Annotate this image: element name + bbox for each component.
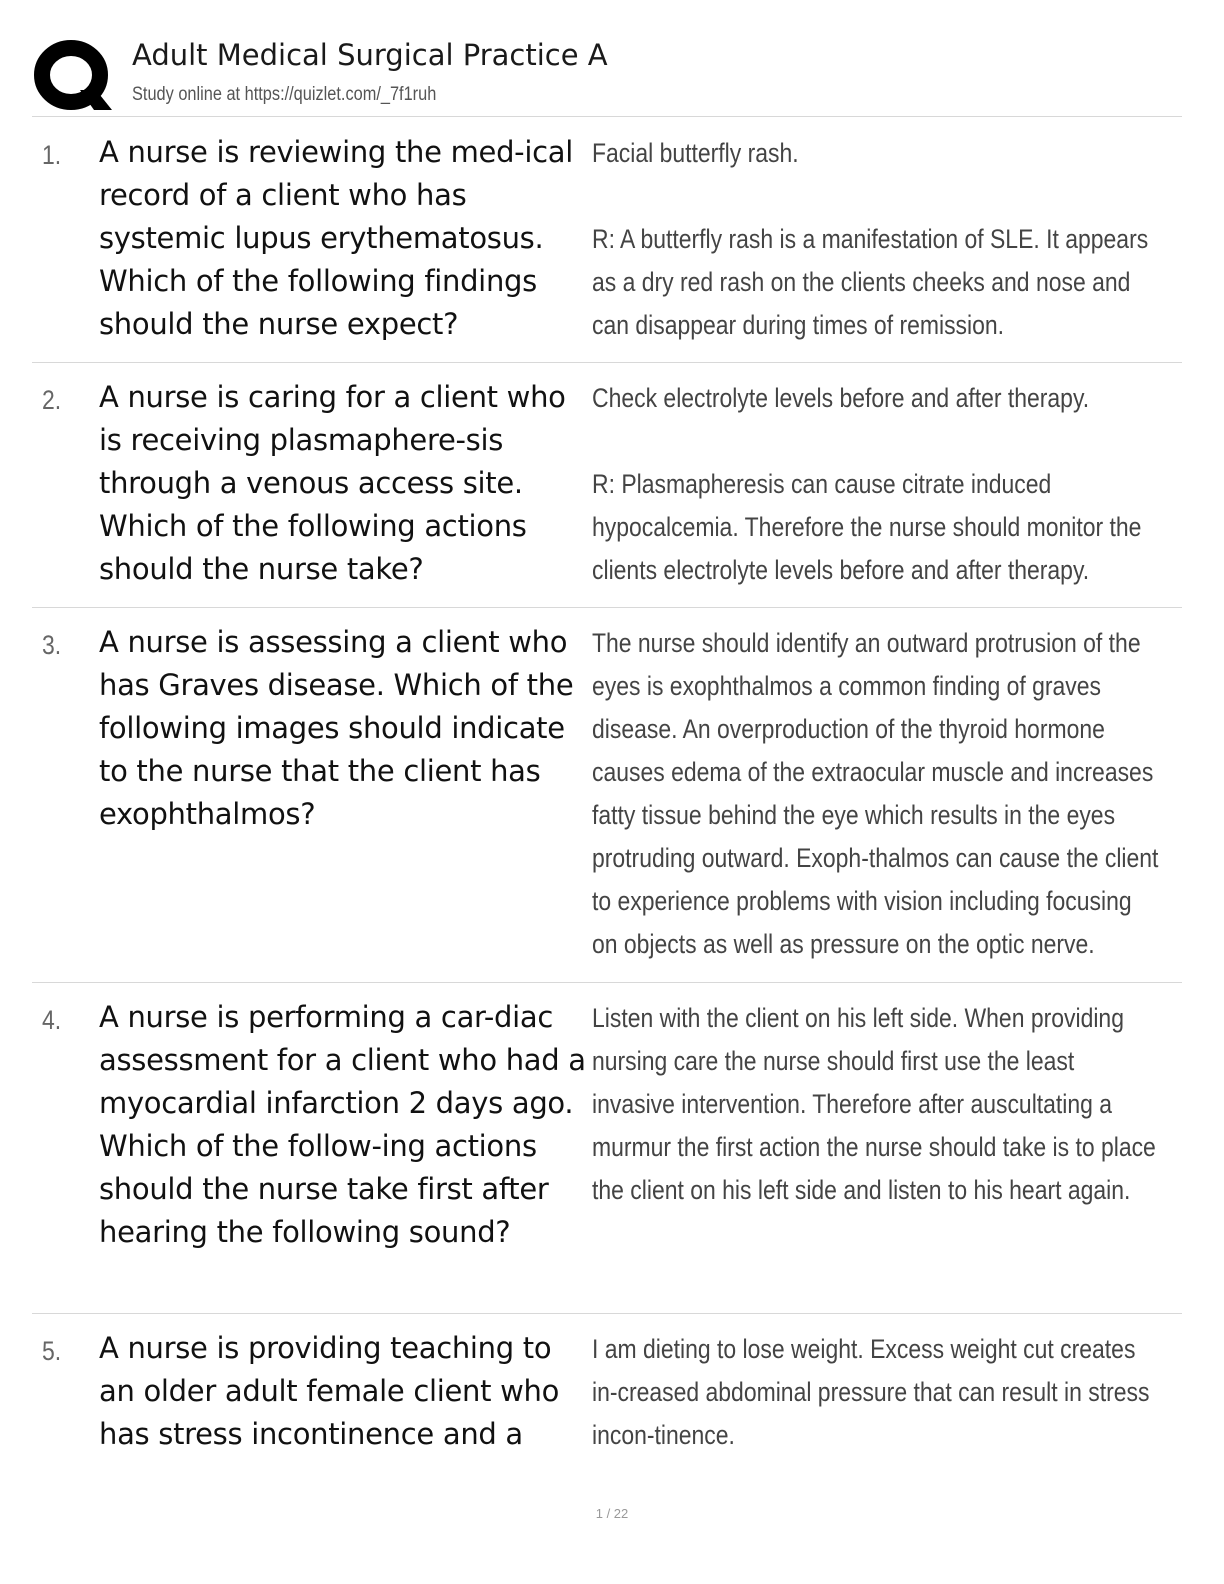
page-title: Adult Medical Surgical Practice A	[132, 38, 608, 72]
page-header	[32, 30, 1182, 116]
card-question: A nurse is caring for a client who is receiving plasmaphere-sis through a venous access site. Which of the following actions should the nurse take?	[99, 380, 566, 586]
card-question: A nurse is performing a car-diac assessment for a client who had a myocardial infarction 2 days ago. Which of the follow-ing actions should the nurse take first after hearing the following sound?	[99, 1000, 586, 1249]
card-question: A nurse is assessing a client who has Graves disease. Which of the following images should indicate to the nurse that the client has exophthalmos?	[99, 625, 574, 831]
card-answer: The nurse should identify an outward protrusion of the eyes is exophthalmos a common finding of graves disease. An overproduction of the thyroid hormone causes edema of the extraocular muscle and increases fatty tissue behind the eye which results in the eyes protruding outward. Exoph-thalmos can cause the client to experience problems with vision including focusing on objects as well as pressure on the optic nerve.	[592, 628, 1159, 959]
card-number: 5.	[42, 1336, 62, 1366]
card-number: 4.	[42, 1005, 62, 1035]
card-answer: Check electrolyte levels before and after therapy. R: Plasmapheresis can cause citrate induced hypocalcemia. Therefore the nurse should monitor the clients electrolyte levels before and after therapy.	[592, 383, 1142, 585]
flashcard	[32, 608, 1182, 983]
study-online-link[interactable]: Study online at https://quizlet.com/_7f1ruh	[132, 84, 437, 105]
card-question: A nurse is providing teaching to an older adult female client who has stress incontinence and a	[99, 1331, 560, 1451]
card-answer: I am dieting to lose weight. Excess weight cut creates in-creased abdominal pressure that can result in stress incon-tinence.	[592, 1334, 1150, 1450]
flashcard-list	[32, 118, 1182, 1474]
card-answer: Facial butterfly rash. R: A butterfly rash is a manifestation of SLE. It appears as a dry red rash on the clients cheeks and nose and can disappear during times of remission.	[592, 138, 1149, 340]
flashcard	[32, 363, 1182, 608]
page-number: 1 / 22	[595, 1506, 629, 1521]
card-number: 2.	[42, 385, 62, 415]
card-question: A nurse is reviewing the med-ical record of a client who has systemic lupus erythematosus. Which of the following findings should the nurse expect?	[99, 135, 573, 341]
header-divider	[32, 116, 1182, 117]
card-number: 3.	[42, 630, 62, 660]
card-answer: Listen with the client on his left side. When providing nursing care the nurse should first use the least invasive intervention. Therefore after auscultating a murmur the first action the nurse should take is to place the client on his left side and listen to his heart again.	[592, 1003, 1156, 1205]
flashcard	[32, 118, 1182, 363]
flashcard	[32, 983, 1182, 1314]
quizlet-q-logo-icon	[32, 34, 114, 116]
flashcard	[32, 1314, 1182, 1474]
card-number: 1.	[42, 140, 62, 170]
